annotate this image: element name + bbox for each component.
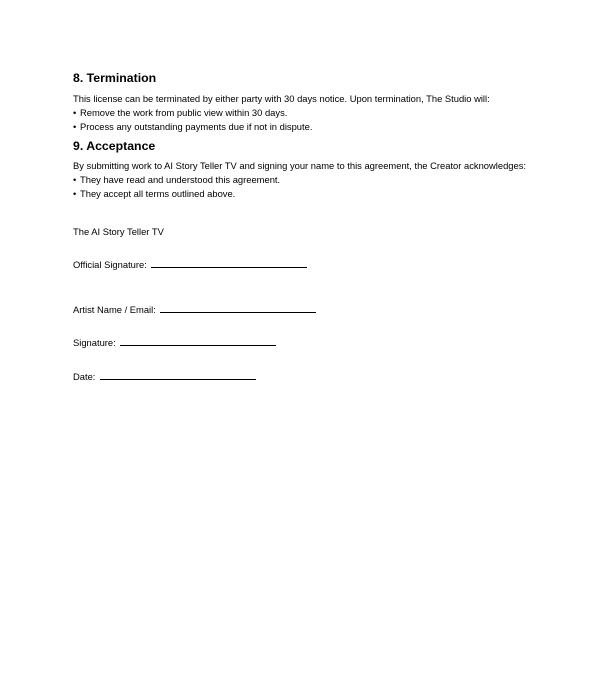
date-field <box>73 370 543 383</box>
bullet-icon: • <box>73 188 77 199</box>
official-signature-field <box>73 258 543 271</box>
section-acceptance <box>73 139 543 201</box>
signature-field <box>73 336 543 349</box>
acceptance-paragraph: By submitting work to AI Story Teller TV and signing your name to this agreement, the Creator acknowledges: <box>73 160 527 171</box>
artist-name-email-line[interactable] <box>160 303 316 313</box>
studio-name: The AI Story Teller TV <box>73 226 164 237</box>
bullet-icon: • <box>73 107 77 118</box>
date-line[interactable] <box>100 370 256 380</box>
document-content <box>73 71 543 383</box>
section-heading-termination: 8. Termination <box>73 71 157 85</box>
list-item-text: Remove the work from public view within 30 days. <box>80 107 288 118</box>
official-signature-line[interactable] <box>151 258 307 268</box>
section-termination <box>73 71 543 134</box>
signature-line[interactable] <box>120 336 276 346</box>
list-item <box>73 173 543 187</box>
list-item-text: They accept all terms outlined above. <box>80 188 236 199</box>
artist-name-email-label: Artist Name / Email: <box>73 304 156 315</box>
artist-name-email-field <box>73 303 543 316</box>
date-label: Date: <box>73 371 96 382</box>
list-item <box>73 120 543 134</box>
list-item-text: Process any outstanding payments due if not in dispute. <box>80 121 313 132</box>
list-item <box>73 106 543 120</box>
bullet-icon: • <box>73 174 77 185</box>
section-heading-acceptance: 9. Acceptance <box>73 139 156 153</box>
signature-label: Signature: <box>73 337 116 348</box>
termination-paragraph: This license can be terminated by either party with 30 days notice. Upon termination, The Studio will: <box>73 93 490 104</box>
list-item <box>73 187 543 201</box>
termination-bullet-list <box>73 106 543 134</box>
list-item-text: They have read and understood this agreement. <box>80 174 281 185</box>
bullet-icon: • <box>73 121 77 132</box>
acceptance-bullet-list <box>73 173 543 201</box>
signature-block <box>73 226 543 383</box>
official-signature-label: Official Signature: <box>73 259 147 270</box>
